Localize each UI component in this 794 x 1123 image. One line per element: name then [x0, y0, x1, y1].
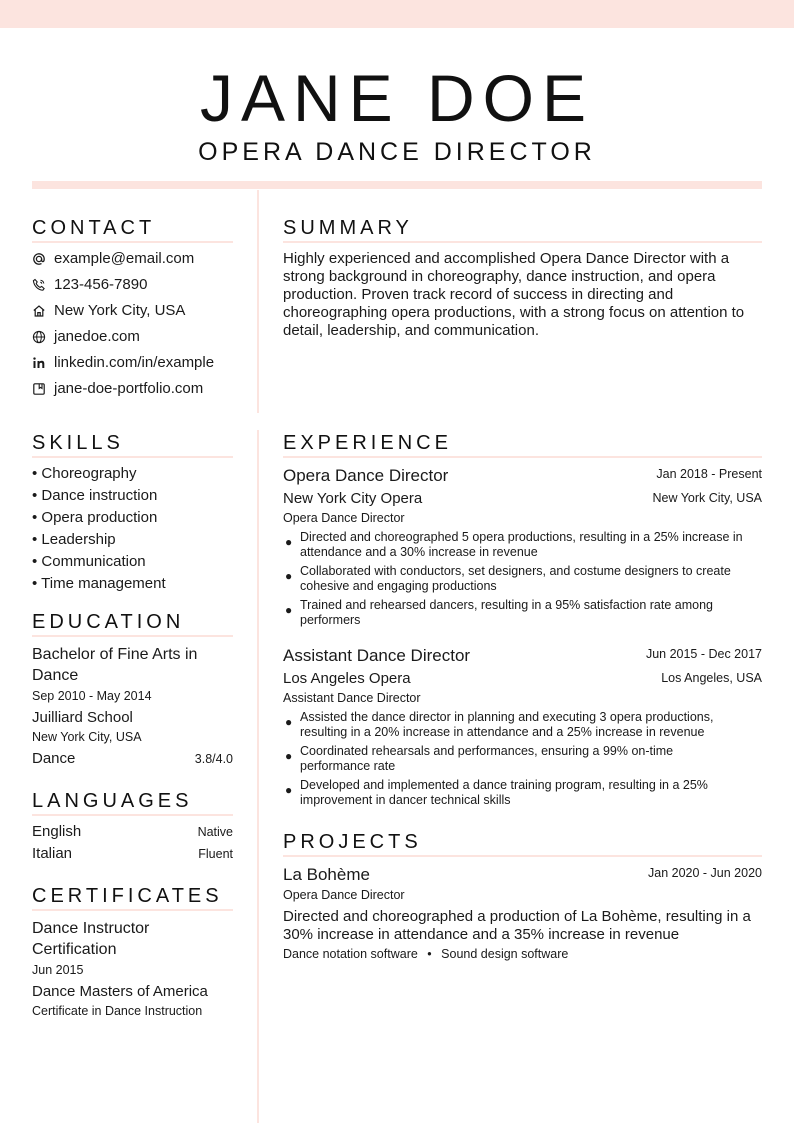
at-icon	[32, 252, 46, 266]
education-gpa: 3.8/4.0	[194, 752, 233, 766]
contact-location-text: New York City, USA	[54, 302, 186, 319]
list-item: • Choreography	[32, 465, 137, 482]
job-bullet: Collaborated with conductors, set designers, and costume designers to create cohesive and engaging productions	[300, 564, 731, 593]
job-position: Assistant Dance Director	[283, 691, 421, 705]
contact-location	[32, 302, 185, 320]
education-degree: Bachelor of Fine Arts in Dance	[32, 646, 198, 684]
linkedin-icon	[32, 356, 46, 370]
project-description: Directed and choreographed a production of La Bohème, resulting in a 30% increase in attendance and a 35% increase in revenue	[283, 908, 751, 943]
contact-phone-text: 123-456-7890	[54, 276, 148, 293]
job-company: Los Angeles Opera	[283, 670, 411, 687]
contact-linkedin-text: linkedin.com/in/example	[54, 354, 215, 371]
project-role: Opera Dance Director	[283, 888, 405, 902]
certificate-description: Certificate in Dance Instruction	[32, 1004, 203, 1018]
job-position: Opera Dance Director	[283, 511, 405, 525]
summary-text: Highly experienced and accomplished Opera Dance Director with a strong background in choreography, dance instruction, and opera production. Proven track record of success in directing and choreographing opera productions, with a strong focus on attention to detail, leadership, and communication.	[283, 250, 745, 339]
language-name-english: English	[32, 823, 82, 840]
contact-website[interactable]	[32, 328, 140, 346]
candidate-role: OPERA DANCE DIRECTOR	[198, 138, 596, 166]
list-item: • Opera production	[32, 509, 158, 526]
contact-website-text: janedoe.com	[54, 328, 140, 345]
contact-phone[interactable]	[32, 276, 147, 294]
language-level-italian: Fluent	[198, 847, 233, 861]
project-dates: Jan 2020 - Jun 2020	[648, 866, 762, 880]
column-divider-top	[257, 190, 259, 413]
job-dates: Jun 2015 - Dec 2017	[645, 647, 762, 661]
job-bullet: Trained and rehearsed dancers, resulting in a 95% satisfaction rate among performers	[300, 598, 713, 627]
certificates-heading: CERTIFICATES	[32, 884, 233, 911]
globe-icon	[32, 330, 46, 344]
skills-list	[32, 465, 242, 597]
project-tool: Dance notation software	[283, 947, 418, 961]
contact-portfolio-text: jane-doe-portfolio.com	[54, 380, 204, 397]
bullet-icon: ●	[285, 715, 293, 729]
list-item: • Time management	[32, 575, 166, 592]
certificate-date: Jun 2015	[32, 963, 84, 977]
separator-dot-icon: •	[427, 947, 432, 961]
top-accent-band	[0, 0, 794, 28]
contact-portfolio[interactable]	[32, 380, 203, 398]
experience-heading: EXPERIENCE	[283, 431, 762, 458]
contact-email[interactable]	[32, 250, 194, 268]
job-title: Assistant Dance Director	[283, 646, 471, 665]
certificate-name: Dance Instructor Certification	[32, 920, 150, 958]
education-field: Dance	[32, 750, 76, 767]
education-school: Juilliard School	[32, 709, 133, 726]
bullet-icon: ●	[285, 603, 293, 617]
job-bullet: Directed and choreographed 5 opera productions, resulting in a 25% increase in attendance and a 30% increase in revenue	[300, 530, 743, 559]
language-name-italian: Italian	[32, 845, 73, 862]
job-location: New York City, USA	[652, 491, 762, 505]
job-title: Opera Dance Director	[283, 466, 449, 485]
job-bullet: Developed and implemented a dance training program, resulting in a 25% improvement in dancer technical skills	[300, 778, 708, 807]
bullet-icon: ●	[285, 783, 293, 797]
education-heading: EDUCATION	[32, 610, 233, 637]
home-icon	[32, 304, 46, 318]
contact-heading: CONTACT	[32, 216, 233, 243]
education-location: New York City, USA	[32, 730, 142, 744]
list-item: • Communication	[32, 553, 146, 570]
job-company: New York City Opera	[283, 490, 423, 507]
project-tool: Sound design software	[441, 947, 569, 961]
column-divider-bottom	[257, 430, 259, 1123]
project-name: La Bohème	[283, 865, 370, 884]
contact-email-text: example@email.com	[54, 250, 195, 267]
skills-heading: SKILLS	[32, 431, 233, 458]
job-dates: Jan 2018 - Present	[656, 467, 762, 481]
job-bullet: Assisted the dance director in planning and executing 3 opera productions, resulting in a 20% increase in attendance and a 25% increase in revenue	[300, 710, 714, 739]
project-tools	[283, 947, 762, 962]
education-dates: Sep 2010 - May 2014	[32, 689, 152, 703]
bullet-icon: ●	[285, 749, 293, 763]
bullet-icon: ●	[285, 535, 293, 549]
summary-heading: SUMMARY	[283, 216, 762, 243]
language-level-english: Native	[197, 825, 233, 839]
portfolio-icon	[32, 382, 46, 396]
languages-heading: LANGUAGES	[32, 789, 233, 816]
header-divider	[32, 181, 762, 189]
job-bullet: Coordinated rehearsals and performances, ensuring a 99% on-time performance rate	[300, 744, 674, 773]
candidate-name: JANE DOE	[199, 61, 595, 135]
job-location: Los Angeles, USA	[661, 671, 762, 685]
contact-linkedin[interactable]	[32, 354, 214, 372]
bullet-icon: ●	[285, 569, 293, 583]
list-item: • Dance instruction	[32, 487, 158, 504]
phone-icon	[32, 278, 46, 292]
list-item: • Leadership	[32, 531, 116, 548]
projects-heading: PROJECTS	[283, 830, 762, 857]
certificate-issuer: Dance Masters of America	[32, 983, 208, 1000]
